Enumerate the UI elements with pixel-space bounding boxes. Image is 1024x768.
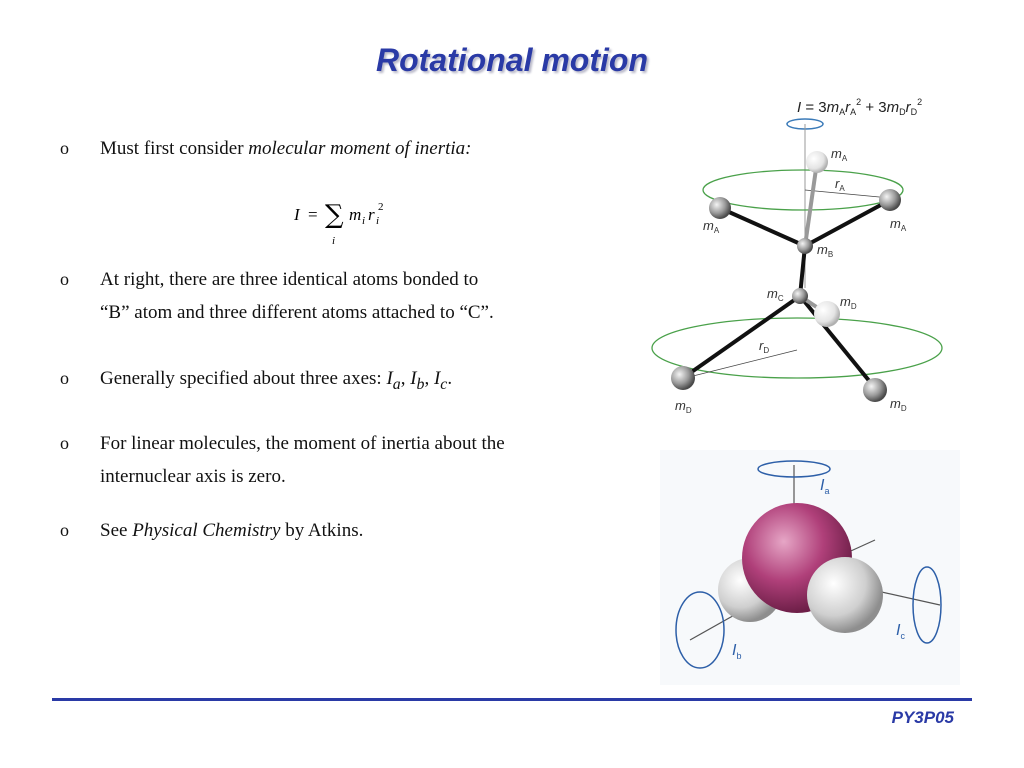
atom-mD-left bbox=[671, 366, 695, 390]
atom-mD-right bbox=[863, 378, 887, 402]
svg-text:mA: $m_A$ bbox=[703, 218, 720, 235]
svg-text:mD: $m_D$ bbox=[840, 294, 857, 311]
svg-text:mD: $m_D$ bbox=[675, 398, 692, 415]
svg-text:I: I bbox=[294, 205, 300, 224]
asymmetric-molecule-axes-figure bbox=[660, 450, 960, 685]
atom-mB bbox=[797, 238, 813, 254]
atom-mD-back bbox=[814, 301, 840, 327]
atom-right bbox=[807, 557, 883, 633]
atom-mA-left bbox=[709, 197, 731, 219]
footer-divider bbox=[52, 698, 972, 701]
bullet-marker: o bbox=[60, 368, 69, 388]
bullet-marker: o bbox=[60, 520, 69, 540]
svg-text:Ia: $I_a$ bbox=[820, 477, 830, 496]
moment-of-inertia-formula bbox=[290, 196, 400, 257]
svg-text:=: = bbox=[308, 205, 318, 224]
symmetric-top-molecule-figure bbox=[645, 88, 960, 423]
atom-mA-back bbox=[806, 151, 828, 173]
svg-text:i: i bbox=[332, 235, 336, 247]
svg-text:mD: $m_D$ bbox=[890, 396, 907, 413]
atom-mA-right bbox=[879, 189, 901, 211]
svg-text:i: i bbox=[376, 215, 380, 227]
svg-text:∑: ∑ bbox=[325, 200, 344, 230]
svg-text:m: m bbox=[349, 205, 362, 224]
slide-title: Rotational motion bbox=[376, 42, 648, 78]
svg-text:Ib: $I_b$ bbox=[732, 642, 742, 661]
bullet-text: For linear molecules, the moment of inertia about the internuclear axis is zero. bbox=[100, 433, 505, 487]
formula-svg bbox=[290, 196, 400, 252]
svg-text:r: r bbox=[368, 205, 375, 224]
svg-text:rA: $r_A$ bbox=[835, 176, 845, 193]
svg-text:i: i bbox=[362, 215, 366, 227]
bullet-marker: o bbox=[60, 269, 69, 289]
svg-text:2: 2 bbox=[378, 201, 384, 213]
footer-course-code: PY3P05 bbox=[891, 708, 954, 727]
svg-text:mC: $m_C$ bbox=[767, 286, 784, 303]
svg-text:Ic: $I_c$ bbox=[896, 622, 905, 641]
bullet-text: Generally specified about three axes: $I_a$, $I_b$, $I_c$. bbox=[100, 368, 453, 393]
bullet-text: Must first consider molecular moment of inertia: bbox=[100, 138, 472, 159]
bullet-text: At right, there are three identical atoms bonded to “B” atom and three different atoms attached to “C”. bbox=[100, 269, 494, 323]
svg-text:rD: $r_D$ bbox=[759, 338, 770, 355]
upper-orbit-ellipse bbox=[703, 170, 903, 210]
svg-text:mA: $m_A$ bbox=[831, 146, 848, 163]
inertia-equation: $I = 3m_Ar_A^2 + 3m_Dr_D^2$ bbox=[797, 97, 923, 117]
bullet-marker: o bbox=[60, 138, 69, 158]
bullet-text: See Physical Chemistry by Atkins. bbox=[100, 520, 364, 541]
atom-mC bbox=[792, 288, 808, 304]
bullet-marker: o bbox=[60, 433, 69, 453]
svg-text:mA: $m_A$ bbox=[890, 216, 907, 233]
svg-text:mB: $m_B$ bbox=[817, 242, 834, 259]
